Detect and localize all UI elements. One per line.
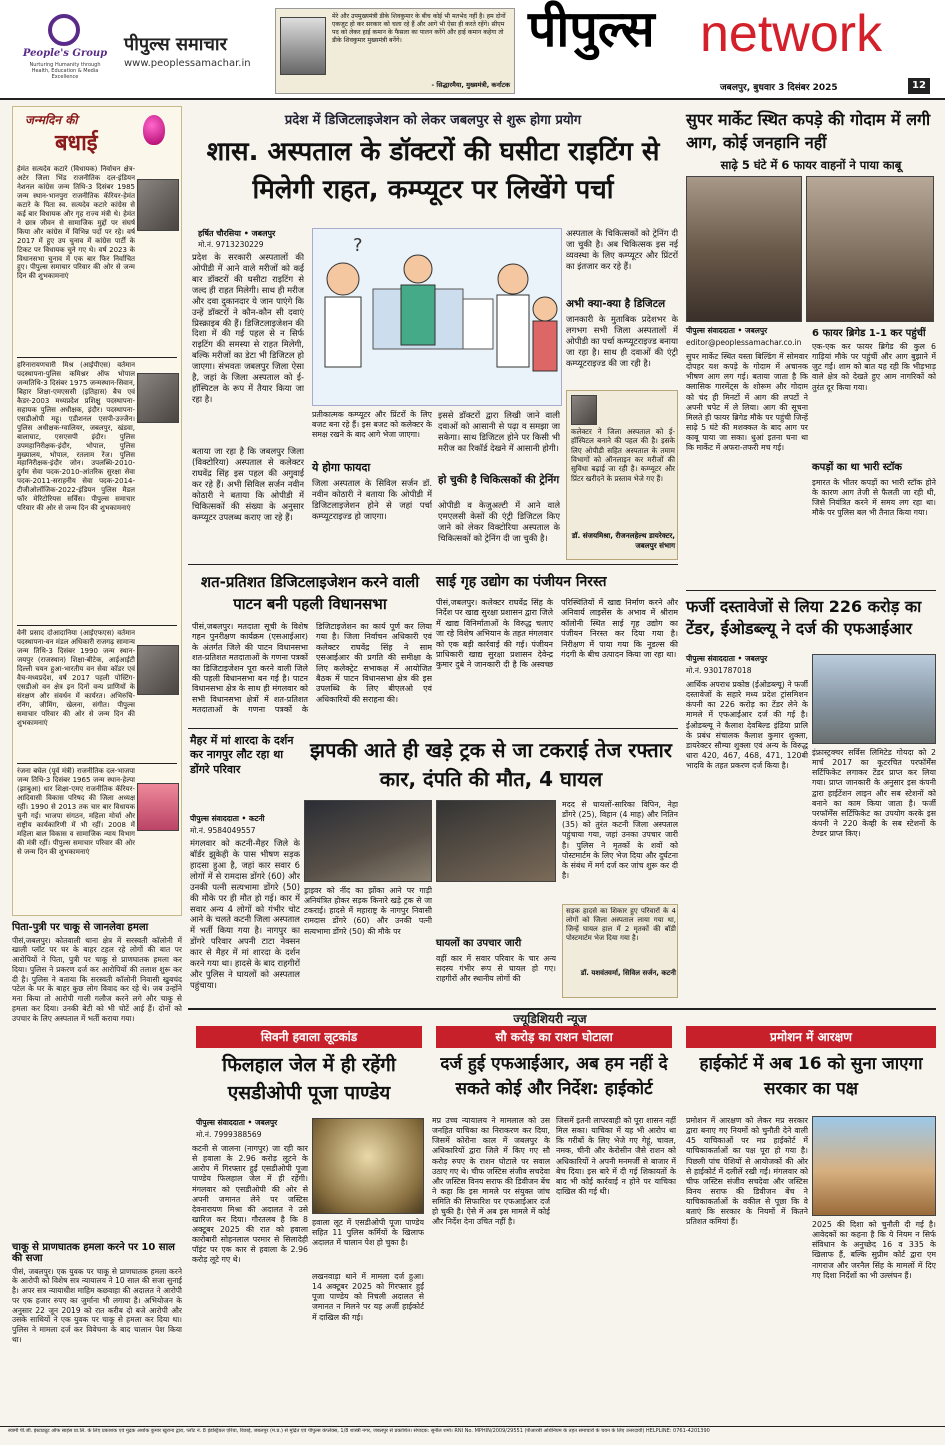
masthead [0,0,945,100]
main-sub-1: ये होगा फायदा [312,461,371,474]
judiciary-section-tag: ज्यूडिशियरी न्यूज [513,1012,587,1026]
story4-kicker: मैहर में मां शारदा के दर्शन कर नागपुर लौट रहा था डोंगरे परिवार [190,734,294,776]
left-text-1: पीसं,जबलपुर। कोतवाली थाना क्षेत्र में सरस्वती कॉलोनी में खाली प्लॉट पर घर के बाहर टहल रहे लोगों की बात पर आरोपियों ने पिता, पुत्री पर चाकू से प्राणघातक हमला कर दिया। पुलिस ने प्रकरण दर्ज कर आरोपियों की तलाश शुरू कर दी है। पुलिस ने बताया कि सरस्वती कॉलोनी निवासी खुबचंद पटेल के घर के बाहर कुछ लोग विवाद कर रहे थे। जब उन्होंने मना किया तो आरोपी गाली गलौज करने लगे और चाकू से हमला कर दिया। उनकी बेटी को भी चोटें आई हैं। दोनों को उपचार के लिए अस्पताल में भर्ती कराया गया। [12,935,182,1023]
main-byline: हर्षित चौरसिया • जबलपुर [198,229,276,238]
story4-mobile: मो.नं. 9584049557 [190,826,256,835]
fire-photo-2 [806,176,934,322]
dateline: जबलपुर, बुधवार 3 दिसंबर 2025 [720,83,838,93]
group-tagline: Nurturing Humanity through Health, Education & Media Excellence [29,62,101,80]
footer-rule [0,1426,945,1427]
high-court-photo [812,1116,936,1216]
fire-photo [686,176,802,322]
c1-byline: पीपुल्स संवाददाता • जबलपुर [196,1118,278,1127]
fire-sub-text: इमारत के भीतर कपड़ों का भारी स्टॉक होने के कारण आग तेजी से फैलती जा रही थी, जिसे नियंत्रित करने में समय लग रहा था। मौके पर पुलिस बल भी तैनात किया गया। [812,478,936,518]
svg-text:?: ? [353,235,363,256]
birthday-entry-2: हरिनारायणचारी मिश्र (आईपीएस) वर्तमान पदस्थापना-पुलिस कमिश्नर ऑफ भोपाल जन्मतिथि-3 दिसंबर 1975 जन्मस्थान-सिवान, बिहार शिक्षा-एमएससी (इतिहास) बैच एवं कैडर-2003 मध्यप्रदेश प्रशिक्षु पदस्थापना-सहायक पुलिस अधीक्षक, इंदौर। पदस्थापना-एसडीओपी महू। एडीशनल एसपी-उज्जैन। पुलिस अधीक्षक-ग्वालियर, जबलपुर, खंडवा, बालाघाट, एसएसपी इंदौर। पुलिस उपमहानिरीक्षक-इंदौर, भोपाल, पुलिस मुख्यालय, भोपाल, रतलाम रेंज। पुलिस महानिरीक्षक-इंदौर जोन। उपलब्धि-2010-दुर्गम सेवा पदक-2010-आंतरिक सुरक्षा सेवा पदक-2011-सराहनीय सेवा पदक-2014-टीजीओलॉजिक-2022-इंडियन पुलिस मैडल फॉर मेरिटोरियस सर्विस। पीपुल्स समाचार परिवार की ओर से जन्म दिन की शुभकामनाएं [17,361,135,513]
tender-mobile: मो.नं. 9301787018 [686,666,752,675]
c1-photo-caption: हवाला लूट में एसडीओपी पूजा पाण्डेय सहित 11 पुलिस कर्मियों के खिलाफ अदालत में चालान पेश हो चुका है। [312,1218,424,1248]
tender-byline: पीपुल्स संवाददाता • जबलपुर [686,654,768,663]
accident-photo-caption: ड्राइवर को नींद का झोंका आने पर गाड़ी अनियंत्रित होकर सड़क किनारे खड़े ट्रक से जा टकराई। हादसे में महाराष्ट्र के नागपुर निवासी रामदास डोंगरे (60) और उनकी पत्नी सत्यभामा डोंगरे (50) की मौके पर [304,886,432,936]
main-kicker: प्रदेश में डिजिटलाइजेशन को लेकर जबलपुर से शुरू होगा प्रयोग [284,113,582,128]
c1-mobile: मो.नं. 7999388569 [196,1130,262,1139]
fire-subhead: साढ़े 5 घंटे में 6 फायर वाहनों ने पाया काबू [720,158,902,172]
group-name: People's Group [22,48,108,59]
c3-tag: प्रमोशन में आरक्षण [686,1026,936,1048]
main-col-2: बताया जा रहा है कि जबलपुर जिला (विक्टोरिया) अस्पताल से कलेक्टर राघवेंद्र सिंह इस पहल की अगुवाई कर रहे हैं। अभी सिविल सर्जन नवीन कोठारी ने बताया कि ओपीडी में चिकित्सकों की संख्या के अनुसार कम्प्यूटर उपलब्ध कराए जा रहे हैं। [192,446,304,522]
c2-text: मप्र उच्च न्यायालय ने मामलाल को उस जनहित याचिका का निराकरण कर दिया, जिसमें कोरोना काल में जबलपुर के अधिकारियों द्वारा जिले में किए गए सौ करोड़ रुपए के राशन घोटाले पर सवाल उठाए गए थे। चीफ जस्टिस संजीव सचदेवा और जस्टिस विनय सराफ की डिवीजन बेंच ने कहा कि इस मामले पर संयुक्त जांच समिति की सिफारिश पर एफआईआर दर्ज हो चुकी है। ऐसे में अब इस मामले में कोई और निर्देश देना उचित नहीं है। [432,1116,550,1227]
tender-headline: फर्जी दस्तावेजों से लिया 226 करोड़ का टेंडर, ईओडब्ल्यू ने दर्ज की एफआईआर [686,597,922,639]
left-news [12,922,182,1422]
main-sub-2: हो चुकी है चिकित्सकों की ट्रेनिंग [438,474,560,486]
doctors-cartoon-icon [313,229,563,407]
c3-text: प्रमोशन में आरक्षण को लेकर मप्र सरकार द्वारा बनाए गए नियमों को चुनौती देने वाली 45 याचिकाओं पर मप्र हाईकोर्ट में याचिकाकर्ताओं का पक्ष पूरा हो गया है। पिछली पांच पेशियों से आयोजकों की ओर से हाईकोर्ट में दलीलें रखी गईं। मंगलवार को चीफ जस्टिस संजीव सचदेवा और जस्टिस विनय सराफ की डिवीजन बेंच ने याचिकाकर्ताओं के वकील से पूछा कि वे बताएं कि सरकार के नियमों में कितने प्रतिशत कमियां हैं। [686,1116,808,1227]
accident-photo-2 [436,800,556,882]
c1-text-2: लखनवाड़ा थाने में मामला दर्ज हुआ। 14 अक्टूबर 2025 को गिरफ्तार हुईं पूजा पाण्डेय को निचली अदालत से जमानत न मिलने पर यह अर्जी हाईकोर्ट में दाखिल की गई। [312,1272,424,1322]
main-quote-text: कलेक्टर ने जिला अस्पताल को ई-हॉस्पिटल बनाने की पहल की है। इसके लिए ओपीडी सहित अस्पताल के तमाम विभागों को ऑनलाइन कर मरीजों की सुविधा बढ़ाई जा रही है। कम्प्यूटर और प्रिंटर खरीदने के प्रस्ताव भेजे गए हैं। [571,427,675,483]
paper-name: पीपुल्स समाचार [124,34,227,55]
birthday-title-small: जन्मदिन की [25,113,78,127]
accident-photo [304,800,432,882]
birthday-entry-4: रंजना बघेल (पूर्व मंत्री) राजनीतिक दल-भाजपा जन्म तिथि-3 दिसंबर 1965 जन्म स्थान-हेल्पा (झाबुआ) धार शिक्षा-एमए राजनीतिक कॅरियर-आदिवासी विकास परिषद की जिला अध्यक्ष रहीं। 1990 से 2013 तक चार बार विधायक चुनी गईं। भाजपा संगठन, महिला मोर्चा और राष्ट्रीय कार्यकारिणी में भी रहीं। 2008 में महिला बाल विकास व सामाजिक न्याय विभाग की मंत्री रहीं। पीपुल्स समाचार परिवार की ओर से जन्म दिन की शुभकामनाएं [17,767,135,856]
birthday-photo-4 [137,783,179,831]
story2-headline: शत-प्रतिशत डिजिटलाइजेशन करने वाली पाटन बनी पहली विधानसभा [200,573,420,613]
group-logo [22,14,108,94]
birthday-entry-1: हेमंत सत्यदेव कटारे (विधायक) निर्वाचन क्षेत्र-अटेर जिला भिंड राजनीतिक दल-इंडियन नेशनल कांग्रेस जन्म तिथि-3 दिसंबर 1985 जन्म स्थान-भानपुरा राजनीतिक कॅरियर-हेमंत कटारे के पिता स्व. सत्यदेव कटारे कांग्रेस से कई बार विधायक और गृह राज्य मंत्री थे। हेमंत ने छात्र जीवन से सामाजिक मुद्दों पर संघर्ष किया और कांग्रेस में विभिन्न पदों पर रहे। वर्ष 2017 में हुए उप चुनाव में कांग्रेस पार्टी के टिकट पर विधायक चुने गए थे। वर्ष 2023 के विधानसभा चुनाव में एक बार फिर निर्वाचित हुए। पीपुल्स समाचार परिवार की ओर से जन्म दिन की शुभकामनाएं [17,165,135,281]
tender-building-photo [812,654,936,744]
quote-person-photo [571,395,597,425]
c2-text-2: जिसमें इतनी लापरवाही को पूरा शासन नहीं मिल सका। याचिका में यह भी आरोप था कि गरीबों के लिए भेजे गए गेहूं, चावल, नमक, चीनी और केरोसीन जैसे राशन को अधिकारियों ने अपनी मनमर्जी से बाजार में बेच दिया। इस बारे में दी गई शिकायतों के बाद भी कोई कार्रवाई न होने पर याचिका दाखिल की गई थी। [556,1116,676,1196]
story4-quote-box [562,904,678,998]
main-headline: शास. अस्पताल के डॉक्टरों की घसीटा राइटिंग से मिलेगी राहत, कम्प्यूटर पर लिखेंगे पर्चा [206,137,660,205]
quote-text: मेरे और उपमुख्यमंत्री डीके शिवकुमार के बीच कोई भी मतभेद नहीं है। हम दोनों एकजुट हो कर सरकार को चला रहे हैं और आगे भी ऐसा ही करते रहेंगे। सीएम पद को लेकर हाई कमान के फैसला का पालन करेंगे और हाई कमान कहेगा तो डीके शिवकुमार मुख्यमंत्री बनेंगे। [332,13,506,45]
fire-photo-caption-title: 6 फायर ब्रिगेड 1-1 कर पहुंचीं [812,328,926,339]
left-text-2: पीसं, जबलपुर। एक युवक पर चाकू से प्राणघातक हमला करने के आरोपी को विशेष सत्र न्यायालय ने 10 साल की सजा सुनाई है। अपर सत्र न्यायाधीश माहिम कछवाहा की अदालत ने आरोपी पर एक हजार रुपए का जुर्माना भी लगाया है। अभियोजन के अनुसार 22 जून 2019 को रात करीब दो बजे आरोपी और उसके साथियों ने एक युवक पर चाकू से हमला कर दिया था। पुलिस ने मामला दर्ज कर विवेचना के बाद चालान पेश किया था। [12,1266,182,1344]
brand-hindi: पीपुल्स [528,0,655,58]
birthday-divider [17,763,177,764]
story4-text: मंगलवार को कटनी-मैहर जिले के बॉर्डर झुकेही के पास भीषण सड़क हादसा हुआ है, जहां कार सवार 6 लोगों में से रामदास डोंगरे (60) और उनकी पत्नी सत्यभामा डोंगरे (50) की मौके पर ही मौत हो गई। कार में सवार अन्य 4 लोगों को गंभीर चोट आने के चलते कटनी जिला अस्पताल में भर्ती किया गया है। नागपुर का डोंगरे परिवार अपनी टाटा नेक्सन कार से मैहर में मां शारदा के दर्शन करने गया था। हादसे के बाद राहगीरों और पुलिस ने घायलों को अस्पताल पहुंचाया। [190,838,300,990]
birthday-photo-1 [137,179,179,231]
main-sub-2-text: ओपीडी व केजुअल्टी में आने वाले एमएलसी केसों की एंट्री डिजिटल किए जाने को लेकर विक्टोरिया अस्पताल के चिकित्सकों को ट्रेनिंग दी जा चुकी है। [438,500,560,543]
main-sub-3: अभी क्या-क्या है डिजिटल [566,298,666,310]
story-divider [188,728,678,729]
story3-headline: साई गृह उद्योग का पंजीयन निरस्त [436,574,607,590]
birthday-divider [17,625,177,626]
story4-quote: सड़क हादसे का शिकार हुए परिवारों के 4 लोगों को जिला अस्पताल लाया गया था, जिन्हें घायल हाल में 2 मृतकों की बॉडी पोस्टमार्टम भेज दिया गया है। [566,907,676,943]
main-mobile: मो.नं. 9713230229 [198,240,264,249]
c1-text: कटनी से जालना (नागपुर) जा रही कार से हवाला के 2.96 करोड़ लूटने के आरोप में गिरफ्तार हुईं एसडीओपी पूजा पाण्डेय फिलहाल जेल में ही रहेंगी। मंगलवार को एसडीओपी की ओर से अपनी जमानत लेने पर जस्टिस देवनारायण मिश्रा की अदालत ने उसे खारिज कर दिया। गौरतलब है कि 8 अक्टूबर 2025 की रात को हवाला कारोबारी सोहनलाल परमार से सिलादेही पॉइंट पर एक कार से हवाला के 2.96 करोड़ लूटे गए थे। [192,1144,308,1265]
main-sub-1-text: जिला अस्पताल के सिविल सर्जन डॉ. नवीन कोठारी ने बताया कि ओपीडी में डिजिटलाइजेशन होने से जहां पर्चा कम्प्यूटराइज्ड हो जाएगा। [312,478,432,521]
birthday-photo-2 [137,373,179,423]
left-headline-2: चाकू से प्राणघातक हमला करने पर 10 साल की सजा [12,1241,175,1264]
cartoon-caption: प्रतीकात्मक कम्प्यूटर और प्रिंटरों के लिए बजट बना रहे हैं। इस बजट को कलेक्टर के समक्ष रखने के बाद आगे भेजा जाएगा। [312,410,432,440]
justice-scale-photo [312,1118,424,1214]
balloon-icon [143,115,165,145]
brand-en: network [700,5,883,63]
fire-text: सुपर मार्केट स्थित यस्ता बिल्डिंग में सोमवार दोपहर यश कपड़े के गोदाम में अचानक भीषण आग लग गई। बताया जाता है कि क्लासिक गारमेंट्स के शोरूम और गोदाम को चंद ही मिनटों में आग की लपटों ने अपनी चपेट में ले लिया। आग की सूचना मिलते ही फायर ब्रिगेड मौके पर पहुंची जिन्हें साढ़े 5 घंटे की मशक्कत के बाद आग पर काबू पाया जा सका। धुआं इतना घना था कि मार्केट में अफरा-तफरी मच गई। [686,352,808,453]
fire-byline: पीपुल्स संवाददाता • जबलपुर [686,326,768,335]
main-col-4-top: अस्पताल के चिकित्सकों को ट्रेनिंग दी जा चुकी है। अब चिकित्सक इस नई व्यवस्था के लिए कम्प्यूटर और प्रिंटरों का इंतजार कर रहे हैं। [566,228,678,271]
main-col-3-top: इससे डॉक्टरों द्वारा लिखी जाने वाली दवाओं को आसानी से पढ़ा व समझा जा सकेगा। साथ डिजिटल होने पर किसी भी मरीज का रिकॉर्ड देखने में आसानी होगी। [438,410,560,453]
left-headline-1: पिता-पुत्री पर चाकू से जानलेवा हमला [12,922,149,933]
birthday-entry-3: वेनी प्रसाद दोआदानिया (आईएफएस) वर्तमान पदस्थापना-वन मंडल अधिकारी राजगढ़ सामान्य जन्म तिथि-3 दिसंबर 1990 जन्म स्थान-जयपुर (राजस्थान) शिक्षा-बीटेक, आईआईटी दिल्ली चयन हुआ-भारतीय वन सेवा कॉडर एवं वैच-मध्यप्रदेश, वर्ष 2017 पहली पोस्टिंग-एसडीओ वन क्षेत्र इन दिनों वन्य प्राणियों के संरक्षण और संवर्धन में कार्यरत। अभिरुचि-रनिंग, जीमिंग, खेलना, संगीत। पीपुल्स समाचार परिवार की ओर से जन्म दिन की शुभकामनाएं [17,629,135,727]
c2-tag: सौ करोड़ का राशन घोटाला [436,1026,672,1048]
birthday-divider [17,357,177,358]
main-col-1: प्रदेश के सरकारी अस्पतालों की ओपीडी में आने वाले मरीजों को कई बार डॉक्टरों की घसीटा राइटिंग से जल्द ही राहत मिलेगी। साथ ही मरीज और दवा दुकानदार ये जान पाएंगे कि उन्हें डॉक्टरों ने कौन-कौन सी दवाएं प्रिस्क्राइब की हैं। डिजिटलाइजेशन की दिशा में की गई पहल से न सिर्फ राइटिंग की समस्या से राहत मिलेगी, बल्कि मरीजों का डेटा भी डिजिटल हो जाएगा। संभवतः जबलपुर जिला ऐसा है, जहां के जिला अस्पताल को ई-हॉस्पिटल के रूप में तैयार किया जा रहा है। [192,252,304,404]
website: www.peoplessamachar.in [124,58,251,69]
quote-box [275,8,515,94]
right-divider [686,590,936,591]
footer-imprint: स्वामी पी.जी. इंस्टाट्यूट ऑफ साइंस प्रा.लि. के लिए प्रकाशक एवं मुद्रक अशोक कुमार खुराना द्वारा, प्लॉट नं. 8 इंडस्ट्रियल एरिया, रिछाई, जबलपुर (म.प्र.) से मुद्रित एवं पीपुल्स कंप्लेक्स, 1/8 शास्त्री नगर, जबलपुर से प्रकाशित। संपादक: सुनील शर्मा। RNI No. MPHIN/2009/29551 (पीआरबी अधिनियम के तहत समाचारों के चयन के लिए उत्तरदायी) HELPLINE: 0761-4201390 [8,1428,710,1434]
fire-headline: सुपर मार्केट स्थित कपड़े की गोदाम में लगी आग, कोई जनहानि नहीं [686,110,931,153]
quote-photo [280,17,326,75]
main-sub-3-text: जानकारी के मुताबिक प्रदेशभर के लगभग सभी जिला अस्पतालों में ओपीडी का पर्चा कम्प्यूटराइज्ड बनाया जा रहा है। साथ ही दवाओं की एंट्री कम्प्यूटराइज्ड की जा रही है। [566,314,678,368]
cartoon-illustration [312,228,562,406]
main-quote-by: डॉ. संजयमिश्रा, रीजनलहेल्थ डायरेक्टर, जबलपुर संभाग [571,531,675,550]
story4-quote-by: डॉ. यशवंतवर्मा, सिविल सर्जन, कटनी [580,969,676,977]
group-logo-icon [48,14,80,46]
page-number: 12 [908,78,930,94]
main-quote-box [566,390,678,560]
birthday-column [12,106,182,916]
quote-author: - सिद्धारमैया, मुख्यमंत्री, कर्नाटक [431,81,510,89]
c3-headline: हाईकोर्ट में अब 16 को सुना जाएगा सरकार का पक्ष [699,1054,923,1099]
birthday-photo-3 [137,645,179,695]
story2-text: पीसं,जबलपुर। मतदाता सूची के विशेष गहन पुनरीक्षण कार्यक्रम (एसआईआर) के अंतर्गत जिले की पाटन विधानसभा शत-प्रतिशत मतदाताओं के गणना पत्रकों का डिजिटाइजेशन पूरा करने वाली जिले की पहली विधानसभा बन गई है। पाटन विधानसभा क्षेत्र के साथ ही मंगलवार को सभी विधानसभा क्षेत्रों में शत-प्रतिशत मतदाताओं के गणना पत्रकों के डिजिटाइजेशन का कार्य पूर्ण कर लिया गया है। जिला निर्वाचन अधिकारी एवं कलेक्टर राघवेंद्र सिंह ने साम एसआईआर की प्रगति की समीक्षा के लिए कलेक्ट्रेट सभाकक्ष में आयोजित बैठक में पाटन विधानसभा क्षेत्र की इस उपलब्धि के लिए बीएलओ एवं अधिकारियों की सराहना की। [192,622,432,715]
story4-headline: झपकी आते ही खड़े ट्रक से जा टकराई तेज रफ्तार कार, दंपति की मौत, 4 घायल [310,738,672,791]
story4-byline: पीपुल्स संवाददाता • कटनी [190,814,265,823]
fire-email: editor@peoplessamachar.co.in [686,338,802,347]
tender-text-2: इंफ्रास्ट्रक्चर सर्विस लिमिटेड गोयदा को 2 मार्च 2017 का कूटरचित परफॉर्मेंस सर्टिफिकेट लगाकर टेंडर प्राप्त कर लिया गया। प्राप्त जानकारी के अनुसार इस कंपनी द्वारा हाईटेंशन लाइन और सब स्टेशनों को बनाने का काम किया जाता है। फर्जी परफॉर्मेंस सर्टिफिकेट का उपयोग करके इस कंपनी ने 220 केव्ही के सब स्टेशनों के टेण्डर प्राप्त किए। [812,748,936,838]
story4-sub-text: वहीं कार में सवार परिवार के चार अन्य सदस्य गंभीर रूप से घायल हो गए। राहगीरों और स्थानीय लोगों की [436,954,556,984]
c1-tag: सिवनी हवाला लूटकांड [196,1026,422,1048]
story3-text: पीसं,जबलपुर। कलेक्टर राघवेंद्र सिंह के निर्देश पर खाद्य सुरक्षा प्रशासन द्वारा जिले में खाद्य विनिर्माताओं के विरुद्ध चलाए जा रहे विशेष अभियान के तहत मंगलवार को एक बड़ी कार्रवाई की गई। पंजीयन प्राधिकारी खाद्य सुरक्षा प्रशासन देवेन्द्र कुमार दुबे ने जानकारी दी है कि अस्वच्छ परिस्थितियों में खाद्य निर्माण करने और अनिवार्य लाइसेंस के अभाव में श्रीराम कॉलोनी स्थित साई गृह उद्योग का पंजीयन निरस्त कर दिया गया है। निरीक्षण में पाया गया कि नूडल्स की गंदगी के बीच उत्पादन किया जा रहा था। [436,598,678,670]
main-divider [188,564,678,565]
c2-headline: दर्ज हुई एफआईआर, अब हम नहीं दे सकते कोई और निर्देश: हाईकोर्ट [440,1054,668,1099]
c3-photo-caption: 2025 की दिशा को चुनौती दी गई है। आवेदकों का कहना है कि ये नियम न सिर्फ संविधान के अनुच्छेद 16 व 335 के खिलाफ हैं, बल्कि सुप्रीम कोर्ट द्वारा एम नागराज और जरनैल सिंह के मामलों में दिए गए दिशा निर्देशों का भी उल्लंघन हैं। [812,1220,936,1280]
birthday-title-big: बधाई [55,131,98,156]
tender-text: आर्थिक अपराध प्रकोष्ठ (ईओडब्ल्यू) ने फर्जी दस्तावेजों के सहारे मध्य प्रदेश ट्रांसमिशन कंपनी का 226 करोड़ का टेंडर लेने के मामले में एफआईआर दर्ज की गई है। ईओडब्ल्यू ने कैलाश देवबिल्ड इंडिया प्रालि के प्रबंध संचालक कैलाश कुमार शुक्ला, डायरेक्टर सौम्या शुक्ला एवं अन्य के विरुद्ध धारा 420, 467, 468, 471, 120बी भादवि के तहत प्रकरण दर्ज किया है। [686,680,808,770]
c1-headline: फिलहाल जेल में ही रहेंगी एसडीओपी पूजा पाण्डेय [222,1054,396,1104]
fire-sub: कपड़ों का था भारी स्टॉक [812,462,902,473]
story4-sub: घायलों का उपचार जारी [436,938,522,949]
story4-right-text: मदद से घायलों-सारिका विपिन, नेहा डोंगरे (25), विहान (4 माह) और नितिन (35) को तुरंत कटनी जिला अस्पताल पहुंचाया गया, जहां उनका उपचार जारी है। पुलिस ने मृतकों के शवों को पोस्टमार्टम के लिए भेज दिया और दुर्घटना के संबंध में मर्ग दर्ज कर जांच शुरू कर दी है। [562,800,678,880]
fire-photo-caption: एक-एक कर फायर ब्रिगेड की कुल 6 गाड़ियां मौके पर पहुंचीं और आग बुझाने में जुट गईं। शाम को बात यह रही कि भीड़भाड़ वाले क्षेत्र को देखते हुए आम नागरिकों को तुरंत दूर किया गया। [812,342,936,392]
